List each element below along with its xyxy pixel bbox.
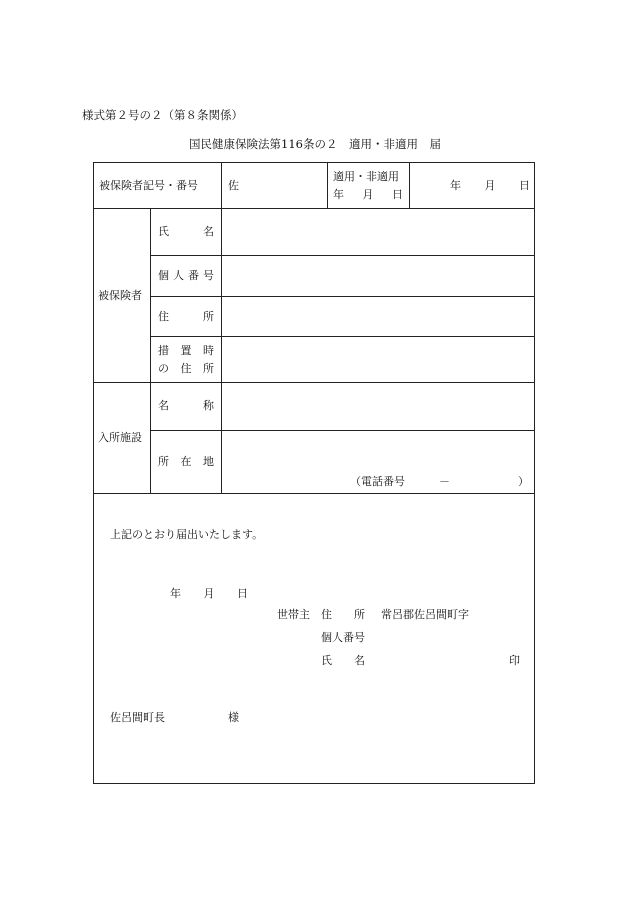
phone-close: ） [518, 475, 529, 488]
insured-section-label: 被保険者 [98, 289, 142, 302]
insured-name-label: 氏 名 [158, 225, 214, 238]
declaration-date[interactable]: 年 月 日 [170, 587, 248, 600]
placement-address-label-line1: 措 置 時 [158, 344, 214, 357]
row-divider [150, 336, 535, 337]
recipient: 佐呂間町長 [110, 711, 165, 724]
apply-date-labels: 年 月 日 [333, 188, 403, 201]
phone-dash: － [439, 475, 450, 488]
householder-label: 世帯主 [277, 608, 310, 621]
insured-code-label: 被保険者記号・番号 [99, 179, 198, 192]
householder-address-label: 住 所 [321, 608, 365, 621]
insured-number-field[interactable] [224, 258, 532, 294]
facility-location-label: 所 在 地 [158, 455, 214, 468]
householder-name-label: 氏 名 [321, 654, 365, 667]
householder-address-value[interactable]: 常呂郡佐呂間町字 [381, 608, 469, 621]
declaration-statement: 上記のとおり届出いたします。 [110, 528, 264, 541]
row-divider [150, 430, 535, 431]
row-divider [93, 493, 535, 494]
facility-section-label: 入所施設 [98, 431, 142, 444]
insured-address-label: 住 所 [158, 310, 214, 323]
row-divider [150, 296, 535, 297]
row-divider [93, 208, 535, 209]
apply-date-field[interactable]: 年 月 日 [450, 179, 530, 192]
householder-number-label: 個人番号 [321, 631, 365, 644]
insured-address-field[interactable] [224, 299, 532, 334]
placement-address-label-line2: の 住 所 [158, 362, 214, 375]
placement-address-field[interactable] [224, 339, 532, 380]
column-divider [409, 162, 410, 208]
seal-mark: 印 [509, 654, 520, 667]
column-divider [221, 162, 222, 493]
facility-name-field[interactable] [224, 385, 532, 428]
column-divider [327, 162, 328, 208]
row-divider [150, 255, 535, 256]
insured-name-field[interactable] [224, 211, 532, 253]
facility-name-label: 名 称 [158, 399, 214, 412]
householder-name-field[interactable] [381, 650, 501, 668]
facility-location-field[interactable] [224, 433, 532, 473]
honorific: 様 [228, 711, 239, 724]
form-number: 様式第２号の２（第８条関係） [82, 108, 243, 122]
form-title: 国民健康保険法第116条の２ 適用・非適用 届 [189, 137, 441, 151]
insured-code-prefix[interactable]: 佐 [228, 179, 239, 192]
insured-number-label: 個 人 番 号 [158, 269, 214, 282]
householder-number-field[interactable] [381, 627, 521, 645]
column-divider [150, 208, 151, 493]
row-divider [93, 382, 535, 383]
apply-label: 適用・非適用 [333, 170, 399, 183]
phone-label: （電話番号 [350, 475, 405, 488]
